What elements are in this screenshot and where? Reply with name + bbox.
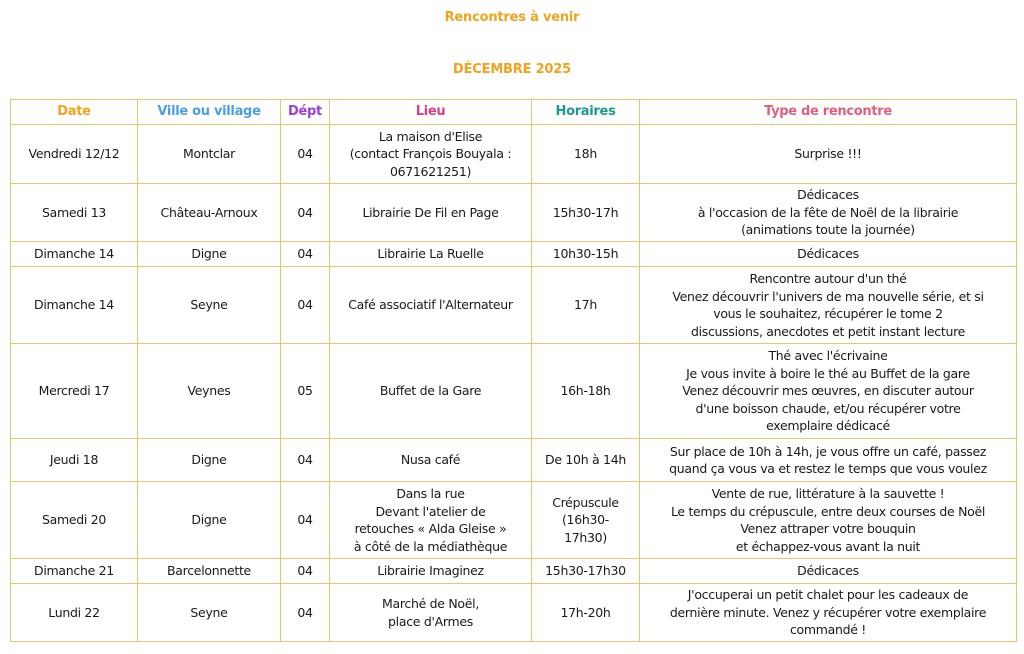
table-row xyxy=(11,267,1017,344)
cell-date: Dimanche 14 xyxy=(11,267,138,344)
column-header-type: Type de rencontre xyxy=(640,100,1017,125)
cell-type xyxy=(640,184,1017,242)
cell-type-line: d'une boisson chaude, et/ou récupérer votre xyxy=(695,400,961,416)
cell-lieu xyxy=(330,439,532,482)
cell-lieu-line: place d'Armes xyxy=(388,613,473,629)
cell-type-line: Surprise !!! xyxy=(794,146,862,162)
cell-date: Dimanche 21 xyxy=(11,559,138,584)
cell-lieu xyxy=(330,559,532,584)
cell-lieu xyxy=(330,344,532,439)
cell-type-line: exemplaire dédicacé xyxy=(766,418,890,434)
cell-dept: 04 xyxy=(281,482,330,559)
cell-horaires xyxy=(532,267,640,344)
cell-dept: 04 xyxy=(281,559,330,584)
column-header-lieu: Lieu xyxy=(330,100,532,125)
cell-date: Samedi 13 xyxy=(11,184,138,242)
cell-horaires-line: Crépuscule xyxy=(552,494,619,510)
cell-horaires-line: (16h30- xyxy=(561,512,610,528)
cell-horaires-line: 15h30-17h30 xyxy=(545,563,626,579)
cell-type-line: Sur place de 10h à 14h, je vous offre un café, passez xyxy=(669,443,987,459)
cell-ville: Montclar xyxy=(138,125,281,184)
column-header-horaires: Horaires xyxy=(532,100,640,125)
cell-lieu xyxy=(330,267,532,344)
cell-lieu-line: Buffet de la Gare xyxy=(379,383,482,399)
cell-horaires xyxy=(532,482,640,559)
cell-horaires xyxy=(532,439,640,482)
cell-dept: 04 xyxy=(281,242,330,267)
cell-date: Lundi 22 xyxy=(11,584,138,642)
cell-type-line: Dédicaces xyxy=(797,187,859,203)
cell-type-line: dernière minute. Venez y récupérer votre exemplaire xyxy=(669,604,987,620)
cell-dept: 04 xyxy=(281,125,330,184)
cell-date: Vendredi 12/12 xyxy=(11,125,138,184)
cell-lieu xyxy=(330,125,532,184)
cell-type-line: (animations toute la journée) xyxy=(741,222,915,238)
cell-type-line: Venez découvrir l'univers de ma nouvelle série, et si xyxy=(672,288,984,304)
cell-lieu-line: Librairie Imaginez xyxy=(377,563,484,579)
cell-date: Samedi 20 xyxy=(11,482,138,559)
cell-ville: Digne xyxy=(138,439,281,482)
cell-type xyxy=(640,584,1017,642)
cell-type-line: Venez attraper votre bouquin xyxy=(740,521,916,536)
table-body xyxy=(11,125,1017,642)
table-row xyxy=(11,584,1017,642)
table-row xyxy=(11,482,1017,559)
cell-horaires-line: De 10h à 14h xyxy=(545,452,626,468)
column-header-date: Date xyxy=(11,100,138,125)
cell-lieu-line: Nusa café xyxy=(400,452,461,468)
table-row xyxy=(11,242,1017,267)
cell-type-line: Rencontre autour d'un thé xyxy=(749,271,907,286)
cell-ville: Seyne xyxy=(138,267,281,344)
cell-horaires-line: 17h-20h xyxy=(560,604,611,620)
column-header-ville: Ville ou village xyxy=(138,100,281,125)
cell-horaires-line: 18h xyxy=(574,146,597,162)
cell-type-line: quand ça vous va et restez le temps que vous voulez xyxy=(669,461,987,476)
cell-type-line: vous le souhaitez, récupérer le tome 2 xyxy=(713,306,943,321)
cell-lieu xyxy=(330,482,532,559)
cell-horaires xyxy=(532,125,640,184)
cell-type xyxy=(640,559,1017,584)
cell-type-line: discussions, anecdotes et petit instant lecture xyxy=(690,323,966,339)
cell-type-line: Je vous invite à boire le thé au Buffet de la gare xyxy=(686,365,970,381)
table-row xyxy=(11,184,1017,242)
cell-dept: 04 xyxy=(281,184,330,242)
cell-horaires xyxy=(532,584,640,642)
cell-type-line: Venez découvrir mes œuvres, en discuter autour xyxy=(682,383,974,399)
table-header-row xyxy=(11,100,1017,125)
cell-horaires-line: 16h-18h xyxy=(560,383,611,399)
cell-dept: 04 xyxy=(281,439,330,482)
page-title: Rencontres à venir xyxy=(444,10,580,25)
cell-type xyxy=(640,439,1017,482)
cell-type-line: commandé ! xyxy=(789,622,867,638)
cell-horaires xyxy=(532,184,640,242)
cell-type-line: et échappez-vous avant la nuit xyxy=(735,538,921,554)
table-row xyxy=(11,559,1017,584)
cell-ville: Digne xyxy=(138,482,281,559)
cell-lieu-line: Marché de Noël, xyxy=(381,596,479,611)
cell-type xyxy=(640,344,1017,439)
month-heading: DÉCEMBRE 2025 xyxy=(453,62,571,77)
cell-type-line: Dédicaces xyxy=(797,246,859,262)
cell-lieu-line: Devant l'atelier de xyxy=(375,503,486,519)
cell-date: Dimanche 14 xyxy=(11,242,138,267)
cell-type-line: Dédicaces xyxy=(797,563,859,579)
cell-type-line: Le temps du crépuscule, entre deux courses de Noël xyxy=(670,503,986,519)
cell-ville: Seyne xyxy=(138,584,281,642)
cell-lieu xyxy=(330,184,532,242)
cell-dept: 04 xyxy=(281,267,330,344)
cell-dept: 04 xyxy=(281,584,330,642)
table-row xyxy=(11,439,1017,482)
cell-lieu-line: Café associatif l'Alternateur xyxy=(348,297,513,313)
cell-lieu-line: (contact François Bouyala : xyxy=(349,146,512,162)
cell-dept: 05 xyxy=(281,344,330,439)
cell-lieu-line: à côté de la médiathèque xyxy=(353,538,508,554)
cell-type xyxy=(640,242,1017,267)
cell-ville: Veynes xyxy=(138,344,281,439)
cell-horaires-line: 15h30-17h xyxy=(552,204,619,220)
column-header-dept: Dépt xyxy=(281,100,330,125)
cell-lieu-line: 0671621251) xyxy=(389,163,472,179)
cell-type-line: Vente de rue, littérature à la sauvette ! xyxy=(711,486,945,501)
cell-ville: Château-Arnoux xyxy=(138,184,281,242)
cell-ville: Digne xyxy=(138,242,281,267)
cell-horaires-line: 17h30) xyxy=(564,529,607,545)
cell-type-line: Thé avec l'écrivaine xyxy=(768,348,888,364)
cell-horaires xyxy=(532,344,640,439)
cell-lieu-line: Librairie De Fil en Page xyxy=(362,204,499,220)
cell-horaires-line: 17h xyxy=(574,297,597,313)
cell-horaires xyxy=(532,242,640,267)
cell-type xyxy=(640,267,1017,344)
events-table xyxy=(10,99,1017,642)
cell-type-line: à l'occasion de la fête de Noël de la librairie xyxy=(697,204,959,220)
cell-date: Mercredi 17 xyxy=(11,344,138,439)
cell-horaires-line: 10h30-15h xyxy=(552,246,619,262)
cell-type-line: J'occuperai un petit chalet pour les cadeaux de xyxy=(687,587,969,603)
cell-lieu-line: Dans la rue xyxy=(396,486,465,501)
cell-date: Jeudi 18 xyxy=(11,439,138,482)
table-row xyxy=(11,344,1017,439)
cell-lieu-line: retouches « Alda Gleise » xyxy=(354,521,507,536)
cell-lieu-line: Librairie La Ruelle xyxy=(377,246,484,262)
cell-lieu xyxy=(330,584,532,642)
cell-lieu xyxy=(330,242,532,267)
cell-ville: Barcelonnette xyxy=(138,559,281,584)
cell-lieu-line: La maison d'Elise xyxy=(378,128,483,144)
cell-horaires xyxy=(532,559,640,584)
cell-type xyxy=(640,125,1017,184)
cell-type xyxy=(640,482,1017,559)
table-row xyxy=(11,125,1017,184)
